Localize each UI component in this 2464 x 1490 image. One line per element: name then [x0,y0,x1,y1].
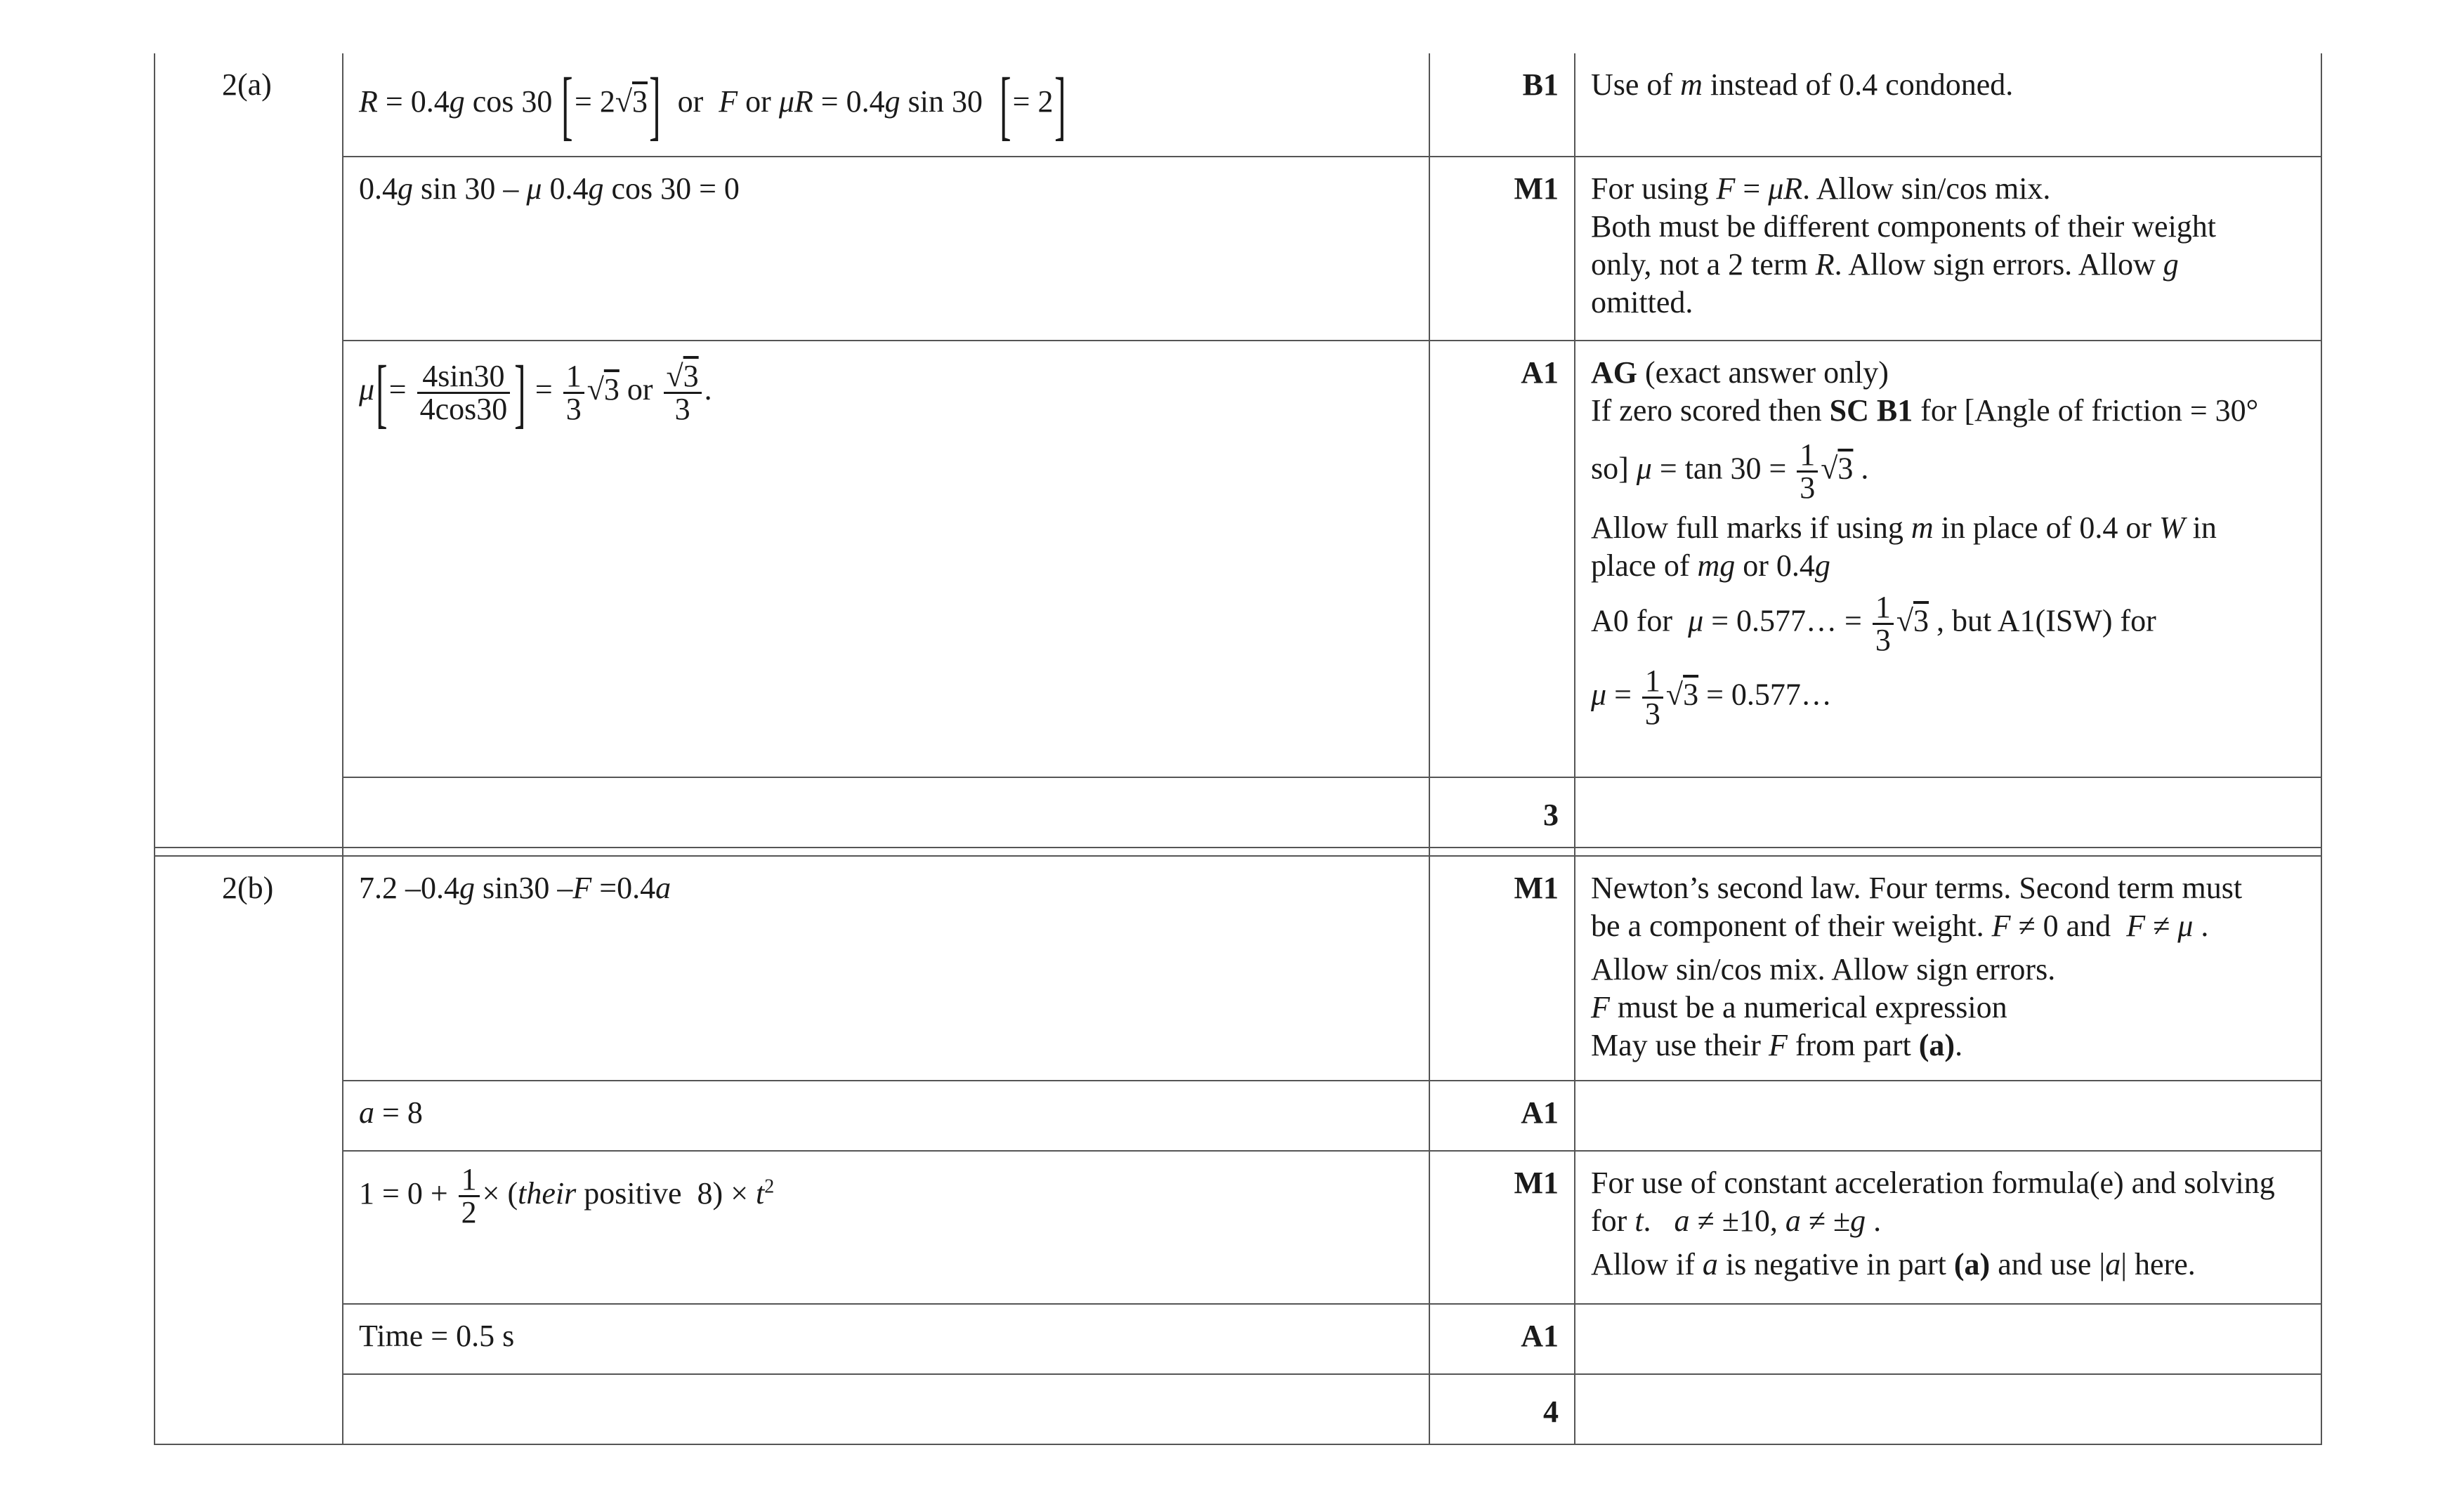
working-cell [343,341,1429,777]
working-expression: Time = 0.5 s [359,1319,515,1353]
mark-code: M1 [1429,1151,1575,1304]
table-row [155,1374,2321,1444]
guidance-note: AG (exact answer only) [1591,355,1889,390]
fraction: $\frac{1}{2}$ [459,1164,480,1228]
table-row [155,1151,2321,1304]
working-expression: 0.4g sin 30 – μ 0.4g cos 30 = 0 [359,171,740,206]
guidance-note: May use their F from part (a). [1591,1028,1963,1062]
working-expression: 1 = 0 + $\frac{1}{2}$ × (their positive $8) \times t^2$ [359,1162,775,1229]
guidance-cell [1575,1151,2321,1304]
table-row [155,1304,2321,1374]
working-cell [343,1081,1429,1151]
mark-total: 3 [1429,777,1575,848]
guidance-note: Both must be different components of their weight [1591,209,2217,244]
mark-code: A1 [1429,1304,1575,1374]
table-row [155,341,2321,777]
fraction: $\frac{1}{3}$ [1642,666,1663,730]
question-number-2b: 2(b) [155,856,343,1444]
guidance-note: F must be a numerical expression [1591,990,2007,1024]
guidance-note: so] μ = tan 30 = $\frac{1}{3}$ √3 . [1591,437,1869,505]
guidance-note: μ = $\frac{1}{3}$ √3 = 0.577… [1591,664,1832,731]
working-cell [343,1374,1429,1444]
guidance-cell [1575,1374,2321,1444]
working-cell [343,1151,1429,1304]
table-row [155,157,2321,341]
mark-total: 4 [1429,1374,1575,1444]
fraction: $\frac{1}{3}$ [1873,592,1894,656]
guidance-note: For use of constant acceleration formula(e) and solving [1591,1166,2275,1200]
mark-code: M1 [1429,856,1575,1081]
guidance-cell [1575,1304,2321,1374]
guidance-cell [1575,53,2321,157]
fraction: $\frac{4\sin 30}{4\cos 30}$ [417,361,511,425]
guidance-note: omitted. [1591,285,1693,319]
working-expression: R = 0.4g cos 30 [= 2√3] or F or μR = 0.4g sin 30 [= 2] [359,62,1067,147]
mark-code: A1 [1429,341,1575,777]
guidance-note: Use of m instead of 0.4 condoned. [1591,67,2014,102]
working-expression: 7.2 –0.4g sin30 –F =0.4a [359,871,671,905]
mark-scheme-table [154,53,2322,1445]
working-cell [343,1304,1429,1374]
working-cell [343,53,1429,157]
guidance-note: be a component of their weight. F ≠ 0 and F ≠ μ . [1591,909,2209,943]
fraction: $\frac{1}{3}$ [1797,440,1818,503]
guidance-cell [1575,856,2321,1081]
guidance-cell [1575,157,2321,341]
guidance-cell [1575,777,2321,848]
fraction: $\frac{1}{3}$ [563,361,584,425]
fraction: $\frac{√3}{3}$ [664,361,702,425]
mark-code: B1 [1429,53,1575,157]
working-expression: a = 8 [359,1095,423,1130]
part-separator [155,848,2321,856]
guidance-note: Allow sin/cos mix. Allow sign errors. [1591,952,2056,987]
guidance-note: Allow full marks if using m in place of 0.4 or W in [1591,510,2217,545]
working-cell [343,157,1429,341]
guidance-note: Allow if a is negative in part (a) and use |a| here. [1591,1247,2196,1281]
working-cell [343,856,1429,1081]
table-row [155,777,2321,848]
guidance-cell [1575,1081,2321,1151]
table-row [155,53,2321,157]
guidance-note: A0 for μ = 0.577… = $\frac{1}{3}$ √3 , but A1(ISW) for [1591,590,2156,657]
working-cell [343,777,1429,848]
guidance-note: For using F = μR. Allow sin/cos mix. [1591,171,2051,206]
guidance-cell [1575,341,2321,777]
working-expression: μ[= $\frac{4\sin 30}{4\cos 30}$ ] = $\frac{1}{3}$ √3 or $\frac{√3}{3}$ . [359,350,712,435]
guidance-note: place of mg or 0.4g [1591,548,1830,583]
table-row [155,856,2321,1081]
guidance-note: for t. a ≠ ±10, a ≠ ±g . [1591,1204,1882,1238]
guidance-note: only, not a 2 term R. Allow sign errors. Allow g [1591,247,2179,282]
mark-code: M1 [1429,157,1575,341]
question-number-2a: 2(a) [155,53,343,848]
table-row [155,1081,2321,1151]
guidance-note: Newton’s second law. Four terms. Second term must [1591,871,2243,905]
mark-code: A1 [1429,1081,1575,1151]
guidance-note: If zero scored then SC B1 for [Angle of friction = 30° [1591,393,2259,428]
